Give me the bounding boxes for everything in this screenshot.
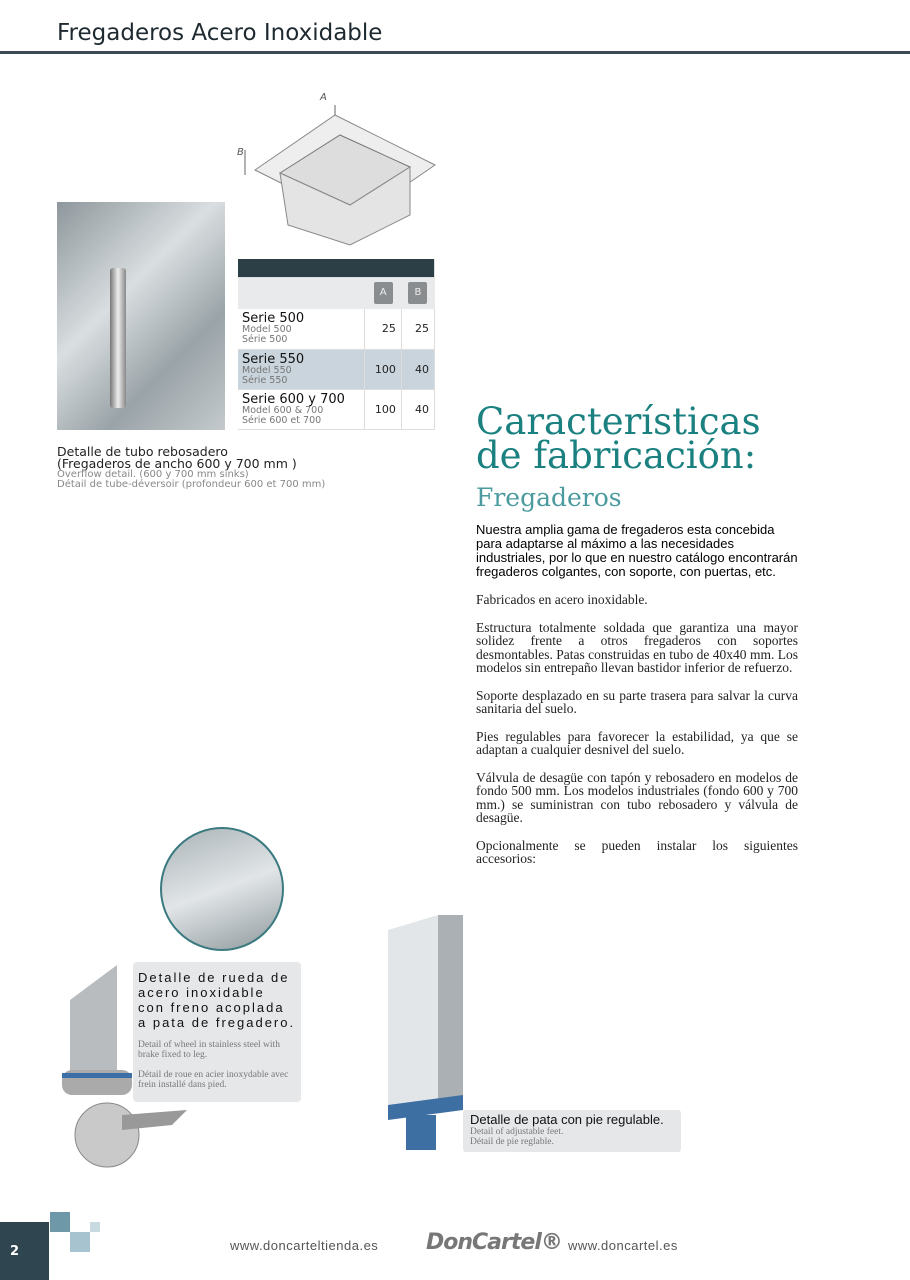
caption-en: Overflow detail. (600 y 700 mm sinks) xyxy=(57,469,249,480)
overflow-tube-photo xyxy=(57,202,225,430)
decor-square xyxy=(50,1212,70,1232)
footer-url-shop[interactable]: www.doncarteltienda.es xyxy=(230,1238,379,1253)
page-number: 2 xyxy=(0,1222,49,1280)
caption-title: Detalle de tubo rebosadero xyxy=(57,444,228,459)
col-b-badge: B xyxy=(408,282,427,304)
wheel-caption-fr: Détail de roue en acier inoxydable avec frein installé dans pied. xyxy=(138,1070,289,1090)
drainboard-detail-photo xyxy=(160,827,284,951)
wheel-caption xyxy=(133,962,301,1102)
adjustable-leg-photo xyxy=(388,915,463,1155)
brand-logo: DonCartel® xyxy=(426,1230,562,1255)
paragraph: Opcionalmente se pueden instalar los siguientes accesorios: xyxy=(476,837,798,866)
wheel-caption-en: Detail of wheel in stainless steel with brake fixed to leg. xyxy=(138,1040,280,1060)
decor-square xyxy=(70,1232,90,1252)
overflow-tube-image xyxy=(110,268,126,408)
table-row: Serie 550 Model 550 Série 550 100 40 xyxy=(238,349,435,389)
col-a-badge: A xyxy=(374,282,393,304)
leg-caption-fr: Détail de pie reglable. xyxy=(470,1137,554,1147)
dimensions-table xyxy=(238,259,435,430)
paragraph: Pies regulables para favorecer la estabilidad, ya que se adaptan a cualquier desnivel del suelo. xyxy=(476,728,798,757)
dimension-a-label: A xyxy=(320,92,327,103)
section-subtitle: Fregaderos xyxy=(476,483,622,512)
leg-caption xyxy=(463,1110,681,1152)
caption-fr: Détail de tube-déversoir (profondeur 600 et 700 mm) xyxy=(57,479,326,490)
wheel-caption-title: Detalle de rueda de acero inoxidable con freno acoplada a pata de fregadero. xyxy=(138,970,296,1030)
page-header-title: Fregaderos Acero Inoxidable xyxy=(57,20,383,46)
paragraph: Estructura totalmente soldada que garantiza una mayor solidez frente a otros fregaderos con soportes desmontables. Patas construidas en tubo de 40x40 mm. Los modelos sin entrepaño llevan bastidor inferior de refuerzo. xyxy=(476,619,798,675)
caption-title2: (Fregaderos de ancho 600 y 700 mm ) xyxy=(57,456,297,471)
overflow-caption xyxy=(57,446,325,490)
decor-square xyxy=(90,1222,100,1232)
table-row: Serie 500 Model 500 Série 500 25 25 xyxy=(238,309,435,349)
paragraph: Fabricados en acero inoxidable. xyxy=(476,592,648,607)
intro-text: Nuestra amplia gama de fregaderos esta concebida para adaptarse al máximo a las necesidades industriales, por lo que en nuestro catálogo encontrarán fregaderos colgantes, con soporte, con puertas, etc. xyxy=(476,522,798,579)
section-body xyxy=(476,523,798,880)
footer-url-main[interactable]: www.doncartel.es xyxy=(568,1238,678,1253)
sink-diagram xyxy=(237,85,440,255)
header-divider xyxy=(0,51,910,54)
leg-caption-en: Detail of adjustable feet. xyxy=(470,1127,564,1137)
leg-caption-title: Detalle de pata con pie regulable. xyxy=(470,1112,664,1127)
table-row: Serie 600 y 700 Model 600 & 700 Série 600 et 700 100 40 xyxy=(238,389,435,429)
dimension-b-label: B xyxy=(237,147,244,158)
paragraph: Válvula de desagüe con tapón y rebosadero en modelos de fondo 500 mm. Los modelos industriales (fondo 600 y 700 mm.) se suministran con tubo rebosadero y válvula de desagüe. xyxy=(476,769,798,825)
paragraph: Soporte desplazado en su parte trasera para salvar la curva sanitaria del suelo. xyxy=(476,687,798,716)
section-title: Características de fabricación: xyxy=(476,400,761,477)
